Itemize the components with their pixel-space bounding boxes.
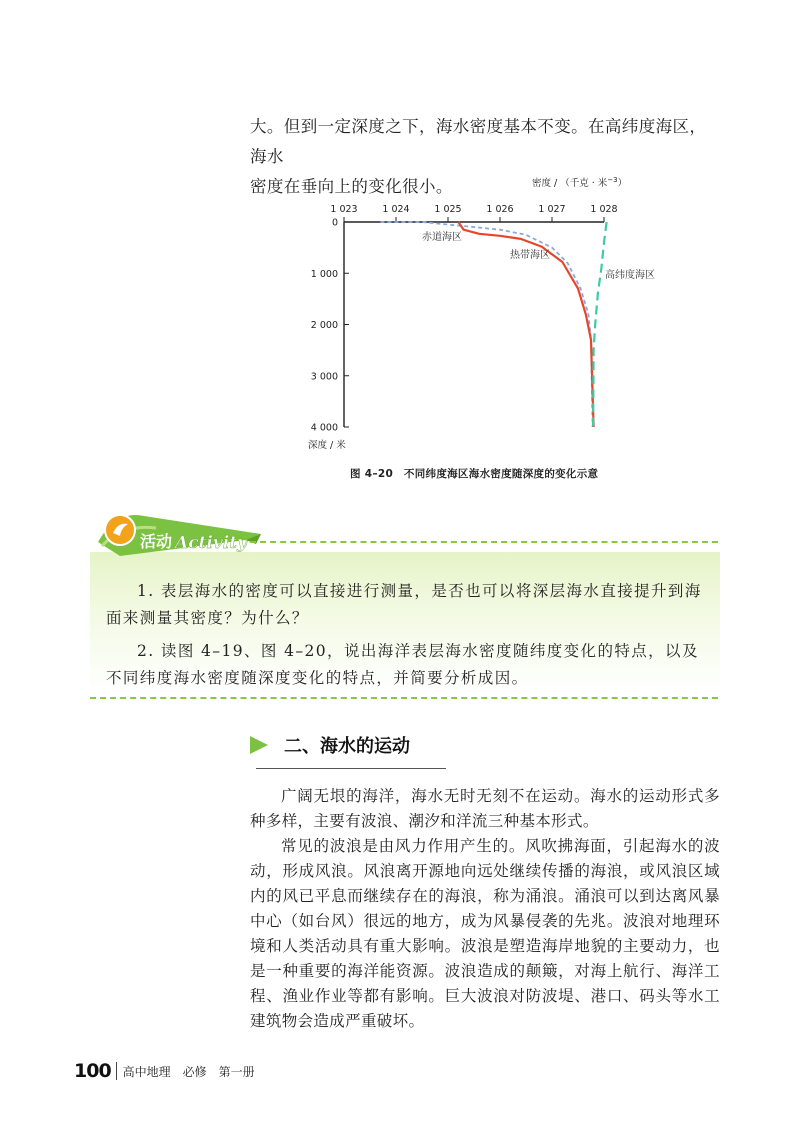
activity-question-2: 2. 读图 4–19、图 4–20，说出海洋表层海水密度随纬度变化的特点，以及不同纬度海水密度随深度变化的特点，并简要分析成因。: [106, 642, 699, 687]
activity-questions: [106, 578, 710, 698]
y-tick-label: 3 000: [310, 371, 338, 383]
series-label-high-latitude: 高纬度海区: [605, 270, 655, 281]
x-tick-label: 1 026: [486, 204, 514, 215]
activity-label-cn: 活动: [140, 532, 173, 551]
intro-line-2: 密度在垂向上的变化很小。: [250, 177, 453, 196]
series-label-tropical: 热带海区: [510, 250, 550, 261]
page-number: 100: [74, 1060, 111, 1082]
section-heading: [250, 732, 410, 758]
book-title: 高中地理 必修 第一册: [122, 1064, 255, 1079]
x-axis-label: 密度 / （千克 · 米$^{-3}$）: [532, 176, 628, 189]
y-tick-label: 2 000: [310, 320, 338, 331]
series-label-equator: 赤道海区: [422, 232, 462, 243]
activity-divider-top: [250, 541, 718, 543]
body-paragraph-2: 常见的波浪是由风力作用产生的。风吹拂海面，引起海水的波动，形成风浪。风浪离开源地向远处继续传播的海浪，或风浪区域内的风已平息而继续存在的海浪，称为涌浪。涌浪可以到达离风暴中心（如台风）很远的地方，成为风暴侵袭的先兆。波浪对地理环境和人类活动具有重大影响。波浪是塑造海岸地貌的主要动力，也是一种重要的海洋能资源。波浪造成的颠簸，对海上航行、海洋工程、渔业作业等都有影响。巨大波浪对防波堤、港口、码头等水工建筑物会造成严重破坏。: [250, 837, 720, 1030]
activity-question-1: 1. 表层海水的密度可以直接进行测量，是否也可以将深层海水直接提升到海面来测量其密度？为什么？: [106, 582, 702, 627]
intro-line-1: 大。但到一定深度之下，海水密度基本不变。在高纬度海区，海水: [250, 117, 707, 166]
activity-banner: [96, 506, 266, 562]
y-tick-label: 0: [331, 217, 338, 229]
page-footer: [74, 1060, 255, 1082]
series-high-latitude-curve: [593, 222, 607, 427]
series-equator-curve: [380, 222, 592, 427]
x-tick-label: 1 028: [590, 204, 618, 215]
footer-divider: [116, 1062, 117, 1080]
section-underline: [256, 768, 446, 769]
density-depth-chart: [300, 174, 680, 459]
y-tick-label: 1 000: [310, 268, 338, 280]
y-tick-label: 4 000: [310, 422, 338, 434]
x-tick-label: 1 023: [330, 204, 358, 215]
figure-caption: 图 4–20 不同纬度海区海水密度随深度的变化示意: [350, 468, 599, 480]
section-title: 二、海水的运动: [284, 736, 410, 757]
play-arrow-icon: [250, 736, 268, 754]
activity-divider-bottom: [90, 697, 718, 699]
body-paragraph-1: 广阔无垠的海洋，海水无时无刻不在运动。海水的运动形式多种多样，主要有波浪、潮汐和洋流三种基本形式。: [250, 787, 720, 830]
y-axis-label: 深度 / 米: [308, 440, 346, 451]
activity-label-en: Activity: [175, 533, 247, 553]
x-tick-label: 1 027: [538, 204, 566, 215]
body-text: [250, 784, 720, 1034]
x-tick-label: 1 025: [434, 204, 462, 215]
x-tick-label: 1 024: [382, 204, 410, 215]
